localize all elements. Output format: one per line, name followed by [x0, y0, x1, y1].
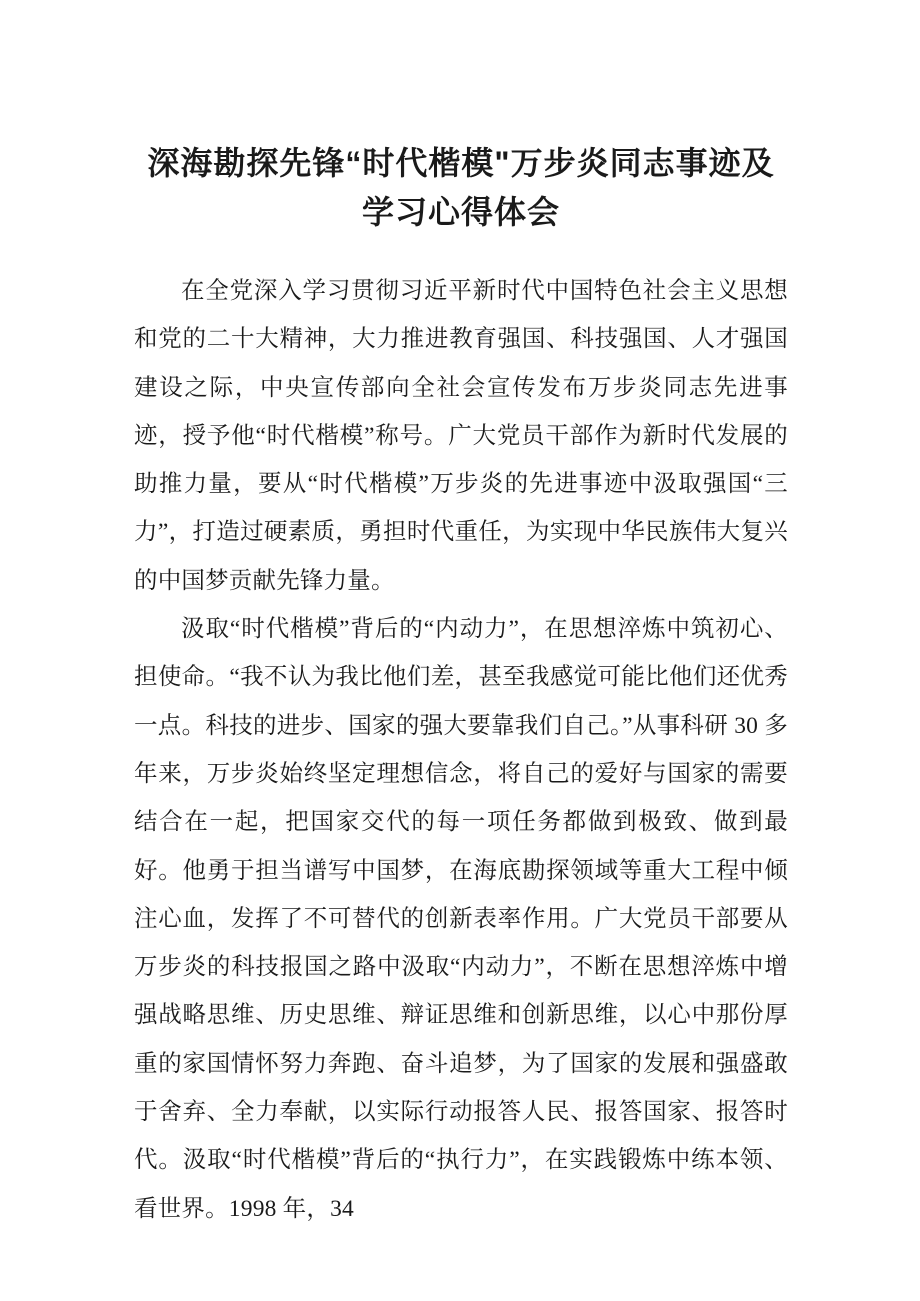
document-body	[134, 267, 788, 1233]
paragraph-intro: 在全党深入学习贯彻习近平新时代中国特色社会主义思想和党的二十大精神，大力推进教育强国、科技强国、人才强国建设之际，中央宣传部向全社会宣传发布万步炎同志先进事迹，授予他“时代楷模”称号。广大党员干部作为新时代发展的助推力量，要从“时代楷模”万步炎的先进事迹中汲取强国“三力”，打造过硬素质，勇担时代重任，为实现中华民族伟大复兴的中国梦贡献先锋力量。	[134, 278, 788, 594]
paragraph-neidongli: 汲取“时代楷模”背后的“内动力”，在思想淬炼中筑初心、担使命。“我不认为我比他们差，甚至我感觉可能比他们还优秀一点。科技的进步、国家的强大要靠我们自己。”从事科研 30 多年来，万步炎始终坚定理想信念，将自己的爱好与国家的需要结合在一起，把国家交代的每一项任务都做到极致、做到最好。他勇于担当谱写中国梦，在海底勘探领域等重大工程中倾注心血，发挥了不可替代的创新表率作用。广大党员干部要从万步炎的科技报国之路中汲取“内动力”，不断在思想淬炼中增强战略思维、历史思维、辩证思维和创新思维，以心中那份厚重的家国情怀努力奔跑、奋斗追梦，为了国家的发展和强盛敢于舍弃、全力奉献，以实际行动报答人民、报答国家、报答时代。汲取“时代楷模”背后的“执行力”，在实践锻炼中练本领、看世界。1998 年，34	[134, 616, 788, 1222]
document-title: 深海勘探先锋“时代楷模"万步炎同志事迹及学习心得体会	[147, 145, 775, 230]
